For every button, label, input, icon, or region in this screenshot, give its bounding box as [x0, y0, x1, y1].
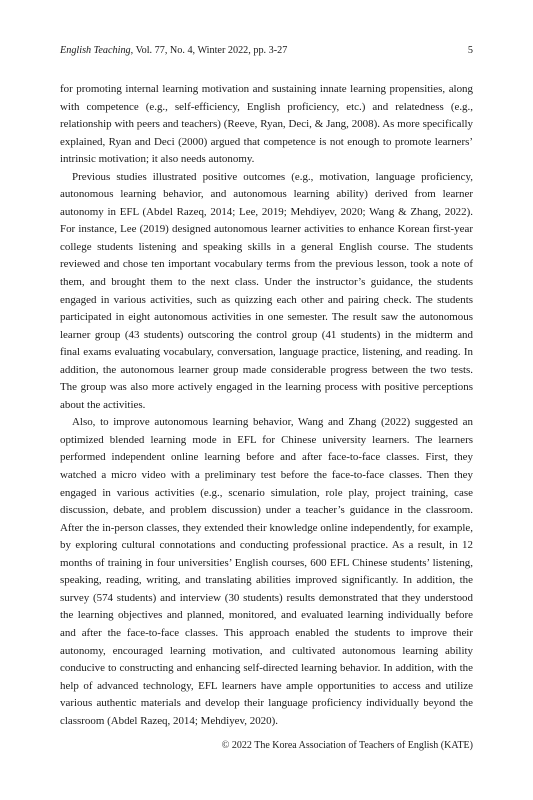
journal-issue-details: , Vol. 77, No. 4, Winter 2022, pp. 3-27	[130, 45, 288, 56]
journal-title: English Teaching	[60, 45, 131, 56]
running-head	[60, 44, 473, 58]
page-number: 5	[467, 45, 473, 56]
paragraph-blended-learning: Also, to improve autonomous learning behavior, Wang and Zhang (2022) suggested an optimized blended learning mode in EFL for Chinese university learners. The learners performed independent online learning before and after face-to-face classes. First, they watched a micro video with a preliminary test before the face-to-face classes. Then they engaged in various activities (e.g., scenario simulation, role play, project training, case discussion, debate, and problem discussion) under a teacher’s guidance in the classroom. After the in-person classes, they extended their knowledge online independently, for example, by exploring cultural connotations and conducting professional practice. As a result, in 12 months of training in four universities’ English courses, 600 EFL Chinese students’ listening, speaking, reading, writing, and translating abilities improved significantly. In addition, the survey (574 students) and interview (30 students) results demonstrated that they understood the learning objectives and planned, monitored, and evaluated learning individually before and after the face-to-face classes. This approach enabled the students to improve their autonomy, encouraged learning motivation, and cultivated autonomous learning ability conducive to constructing and enhancing self-directed learning behavior. In addition, with the help of advanced technology, EFL learners have ample opportunities to access and utilize various authentic materials and develop their language proficiency individually beyond the classroom (Abdel Razeq, 2014; Mehdiyev, 2020).	[60, 416, 473, 727]
paragraph-previous-studies: Previous studies illustrated positive outcomes (e.g., motivation, language proficiency, autonomous learning behavior, and autonomous learning ability) derived from learner autonomy in EFL (Abdel Razeq, 2014; Lee, 2019; Mehdiyev, 2020; Wang & Zhang, 2022). For instance, Lee (2019) designed autonomous learner activities to enhance Korean first-year college students listening and speaking skills in a general English course. The students reviewed and chose ten important vocabulary terms from the previous lesson, took a note of them, and brought them to the next class. Under the instructor’s guidance, the students engaged in various activities, such as quizzing each other and pairing check. The students participated in eight autonomous activities in one semester. The result saw the autonomous learner group (43 students) outscoring the control group (41 students) in the midterm and final exams evaluating vocabulary, conversation, language practice, listening, and reading. In addition, the autonomous learner group made considerable progress between the two tests. The group was also more actively engaged in the learning process with positive perceptions about the activities.	[60, 170, 473, 411]
body-text	[60, 81, 473, 730]
paragraph-continuation: for promoting internal learning motivation and sustaining innate learning propensities, along with competence (e.g., self-efficiency, English proficiency, etc.) and relatedness (e.g., relationship with peers and teachers) (Reeve, Ryan, Deci, & Jang, 2008). As more specifically explained, Ryan and Deci (2000) argued that competence is not enough to promote learners’ intrinsic motivation; it also needs autonomy.	[60, 83, 473, 166]
citation-line	[60, 44, 287, 58]
copyright-footer: © 2022 The Korea Association of Teachers of English (KATE)	[221, 740, 473, 751]
